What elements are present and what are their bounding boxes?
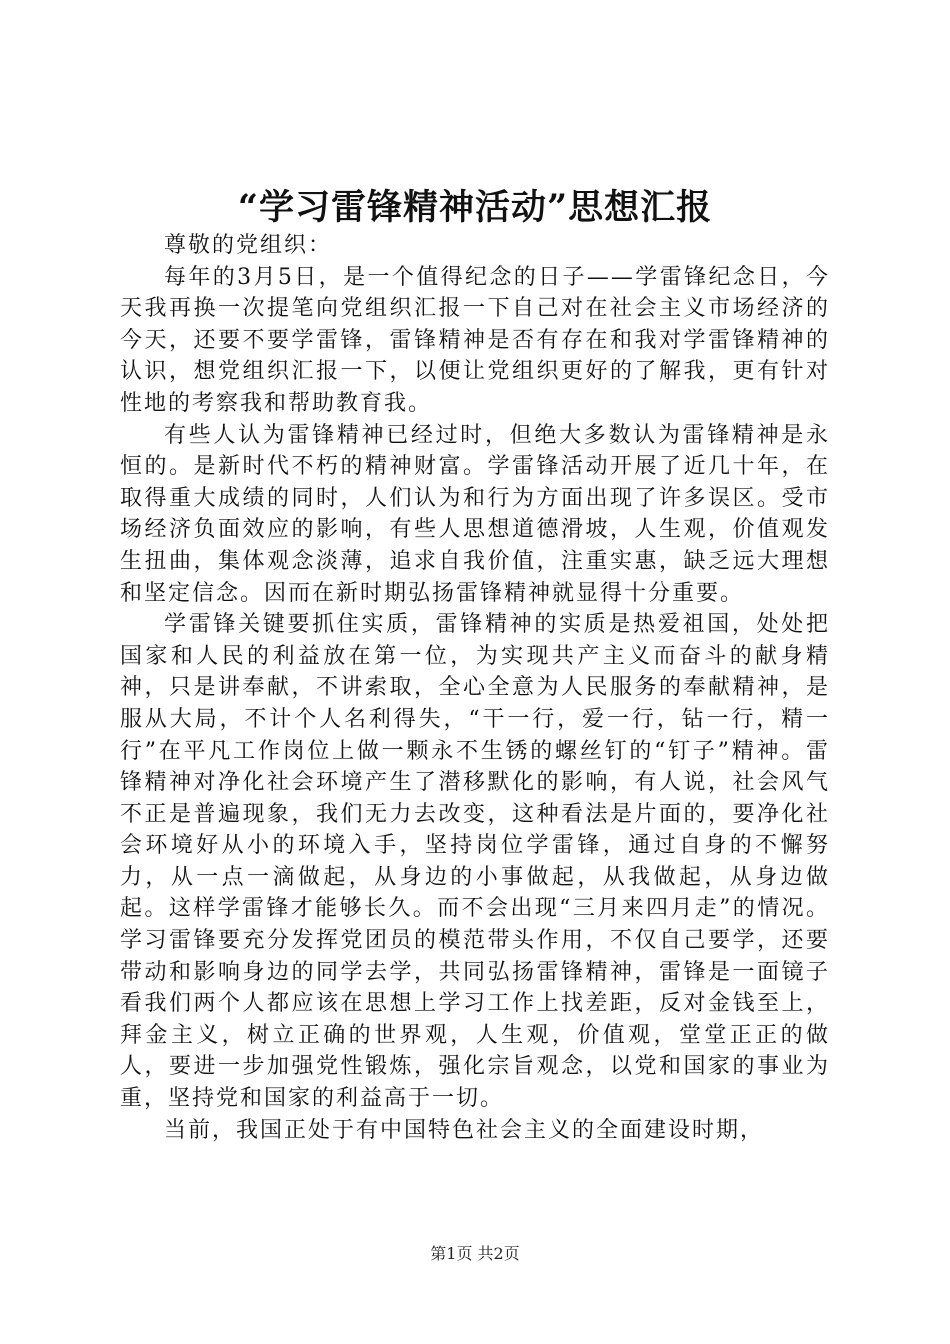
page-footer bbox=[0, 1243, 950, 1265]
paragraph-2: 有些人认为雷锋精神已经过时，但绝大多数认为雷锋精神是永恒的。是新时代不朽的精神财富。学雷锋活动开展了近几十年，在取得重大成绩的同时，人们认为和行为方面出现了许多误区。受市场经济负面效应的影响，有些人思想道德滑坡，人生观，价值观发生扭曲，集体观念淡薄，追求自我价值，注重实惠，缺乏远大理想和坚定信念。因而在新时期弘扬雷锋精神就显得十分重要。 bbox=[120, 422, 830, 606]
paragraph-1: 每年的3月5日，是一个值得纪念的日子——学雷锋纪念日，今天我再换一次提笔向党组织汇报一下自己对在社会主义市场经济的今天，还要不要学雷锋，雷锋精神是否有存在和我对学雷锋精神的认识，想党组织汇报一下，以便让党组织更好的了解我，更有针对性地的考察我和帮助教育我。 bbox=[120, 264, 830, 416]
document-title: “学习雷锋精神活动”思想汇报 bbox=[237, 187, 713, 228]
page-indicator: 第1页 共2页 bbox=[430, 1244, 520, 1263]
paragraph-3: 学雷锋关键要抓住实质，雷锋精神的实质是热爱祖国，处处把国家和人民的利益放在第一位，为实现共产主义而奋斗的献身精神，只是讲奉献，不讲索取，全心全意为人民服务的奉献精神，是服从大局，不计个人名利得失，“干一行，爱一行，钻一行，精一行”在平凡工作岗位上做一颗永不生锈的螺丝钉的“钉子”精神。雷锋精神对净化社会环境产生了潜移默化的影响，有人说，社会风气不正是普遍现象，我们无力去改变，这种看法是片面的，要净化社会环境好从小的环境入手，坚持岗位学雷锋，通过自身的不懈努力，从一点一滴做起，从身边的小事做起，从我做起，从身边做起。这样学雷锋才能够长久。而不会出现“三月来四月走”的情况。学习雷锋要充分发挥党团员的模范带头作用，不仅自己要学，还要带动和影响身边的同学去学，共同弘扬雷锋精神，雷锋是一面镜子看我们两个人都应该在思想上学习工作上找差距，反对金钱至上，拜金主义，树立正确的世界观，人生观，价值观，堂堂正正的做人，要进一步加强党性锻炼，强化宗旨观念，以党和国家的事业为重，坚持党和国家的利益高于一切。 bbox=[120, 612, 830, 1112]
paragraph-4: 当前，我国正处于有中国特色社会主义的全面建设时期， bbox=[164, 1117, 765, 1143]
document-body bbox=[120, 230, 830, 1146]
salutation: 尊敬的党组织： bbox=[164, 233, 333, 258]
